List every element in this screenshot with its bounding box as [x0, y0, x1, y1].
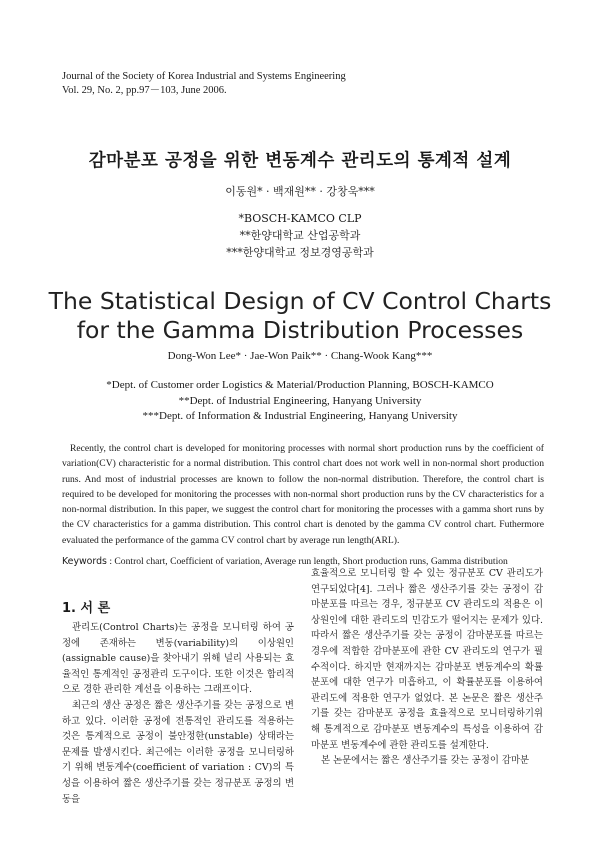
section-heading	[62, 597, 110, 616]
left-paragraph-1: 관리도(Control Charts)는 공정을 모니터링 하여 공정에 존재하는 변동(variability)의 이상원인(assignable cause)을 찾아내기 위해 널리 사용되는 효율적인 통계적인 공정관리 도구이다. 또한 이것은 합리적으로 경한 관리한 계선을 이용하는 그래프이다.	[62, 622, 294, 696]
abstract: Recently, the control chart is developed for monitoring processes with normal short production runs by the coefficient of variation(CV) characteristic for a normal distribution. This control chart does not work well in non-normal short production runs. And most of industrial processes are known to follow the non-normal distribution. Therefore, the control chart is required to be developed for monitoring the processes with non-normal short production runs by the CV characteristics for a non-normal distribution. In this paper, we suggest the control chart for monitoring the processes with a gamma short runs by the CV characteristics for a gamma distribution. This control chart is denoted by the gamma CV control chart. Futhermore evaluated the performance of the gamma CV control chart by average run length(ARL).	[62, 443, 544, 546]
journal-name: Journal of the Society of Korea Industrial and Systems Engineering	[62, 71, 346, 82]
affiliation-ko-3: ***한양대학교 정보경영공학과	[226, 246, 374, 259]
english-title-line-2: for the Gamma Distribution Processes	[76, 316, 524, 344]
affiliation-ko-2: **한양대학교 산업공학과	[239, 229, 361, 242]
affiliation-en-3: ***Dept. of Information & Industrial Engineering, Hanyang University	[142, 410, 458, 422]
korean-authors: 이동원* · 백재원** · 강창욱***	[225, 185, 375, 198]
left-column	[62, 620, 294, 807]
keywords-text: Control chart, Coefficient of variation, Average run length, Short production runs, Gamma distribution	[114, 556, 508, 567]
english-authors: Dong-Won Lee* · Jae-Won Paik** · Chang-Wook Kang***	[167, 350, 433, 362]
keywords-separator: :	[106, 556, 115, 567]
keywords-label: Keywords	[62, 556, 107, 567]
english-affiliations	[0, 378, 600, 425]
right-paragraph-1: 효율적으로 모니터링 할 수 있는 정규분포 CV 관리도가 연구되었다[4]. 그러나 짧은 생산주기를 갖는 공정이 감마분포를 따르는 경우, 정규분포 CV 관리도의 적용은 이상원인에 대한 관리도의 민감도가 떨어지는 문제가 있다. 따라서 짧은 생산주기를 갖는 공정이 감마분포를 따르는 경우에 적합한 감마분포에 관한 CV 관리도의 연구가 필수적이다. 하지만 현재까지는 감마분포 변동계수의 확률분포에 대한 연구가 미흡하고, 이 확률분포를 이용하여 관리도에 적용한 연구가 없었다. 본 논문은 짧은 생산주기를 갖는 감마분포 공정을 효율적으로 모니터링하기위해 통계적으로 감마분포 변동계수의 특성을 이용하여 감마분포 변동계수에 관한 관리도를 설계한다.	[311, 568, 543, 751]
section-number: 1.	[62, 601, 76, 616]
journal-issue: Vol. 29, No. 2, pp.97－103, June 2006.	[62, 85, 227, 96]
section-title: 서 론	[80, 601, 111, 616]
korean-affiliations	[0, 210, 600, 261]
affiliation-ko-1: *BOSCH-KAMCO CLP	[238, 212, 362, 225]
affiliation-en-2: **Dept. of Industrial Engineering, Hanyang University	[178, 394, 422, 407]
journal-header	[62, 70, 346, 98]
affiliation-en-1: *Dept. of Customer order Logistics & Material/Production Planning, BOSCH-KAMCO	[106, 379, 494, 391]
english-title	[0, 287, 600, 345]
right-paragraph-2: 본 논문에서는 짧은 생산주기를 갖는 공정이 감마분	[321, 755, 530, 767]
english-title-line-1: The Statistical Design of CV Control Charts	[48, 287, 552, 315]
left-paragraph-2: 최근의 생산 공정은 짧은 생산주기를 갖는 공정으로 변하고 있다. 이러한 공정에 전통적인 관리도를 적용하는 것은 통계적으로 공정이 불안정한(unstable) 상태라는 문제를 발생시킨다. 최근에는 이러한 공정을 모니터링하기 위해 변동계수(coefficient of variation : CV)의 특성을 이용하여 짧은 생산주기를 갖는 정규분포 공정의 변동을	[62, 699, 294, 805]
right-column	[311, 566, 543, 769]
korean-title: 감마분포 공정을 위한 변동계수 관리도의 통계적 설계	[88, 151, 512, 171]
